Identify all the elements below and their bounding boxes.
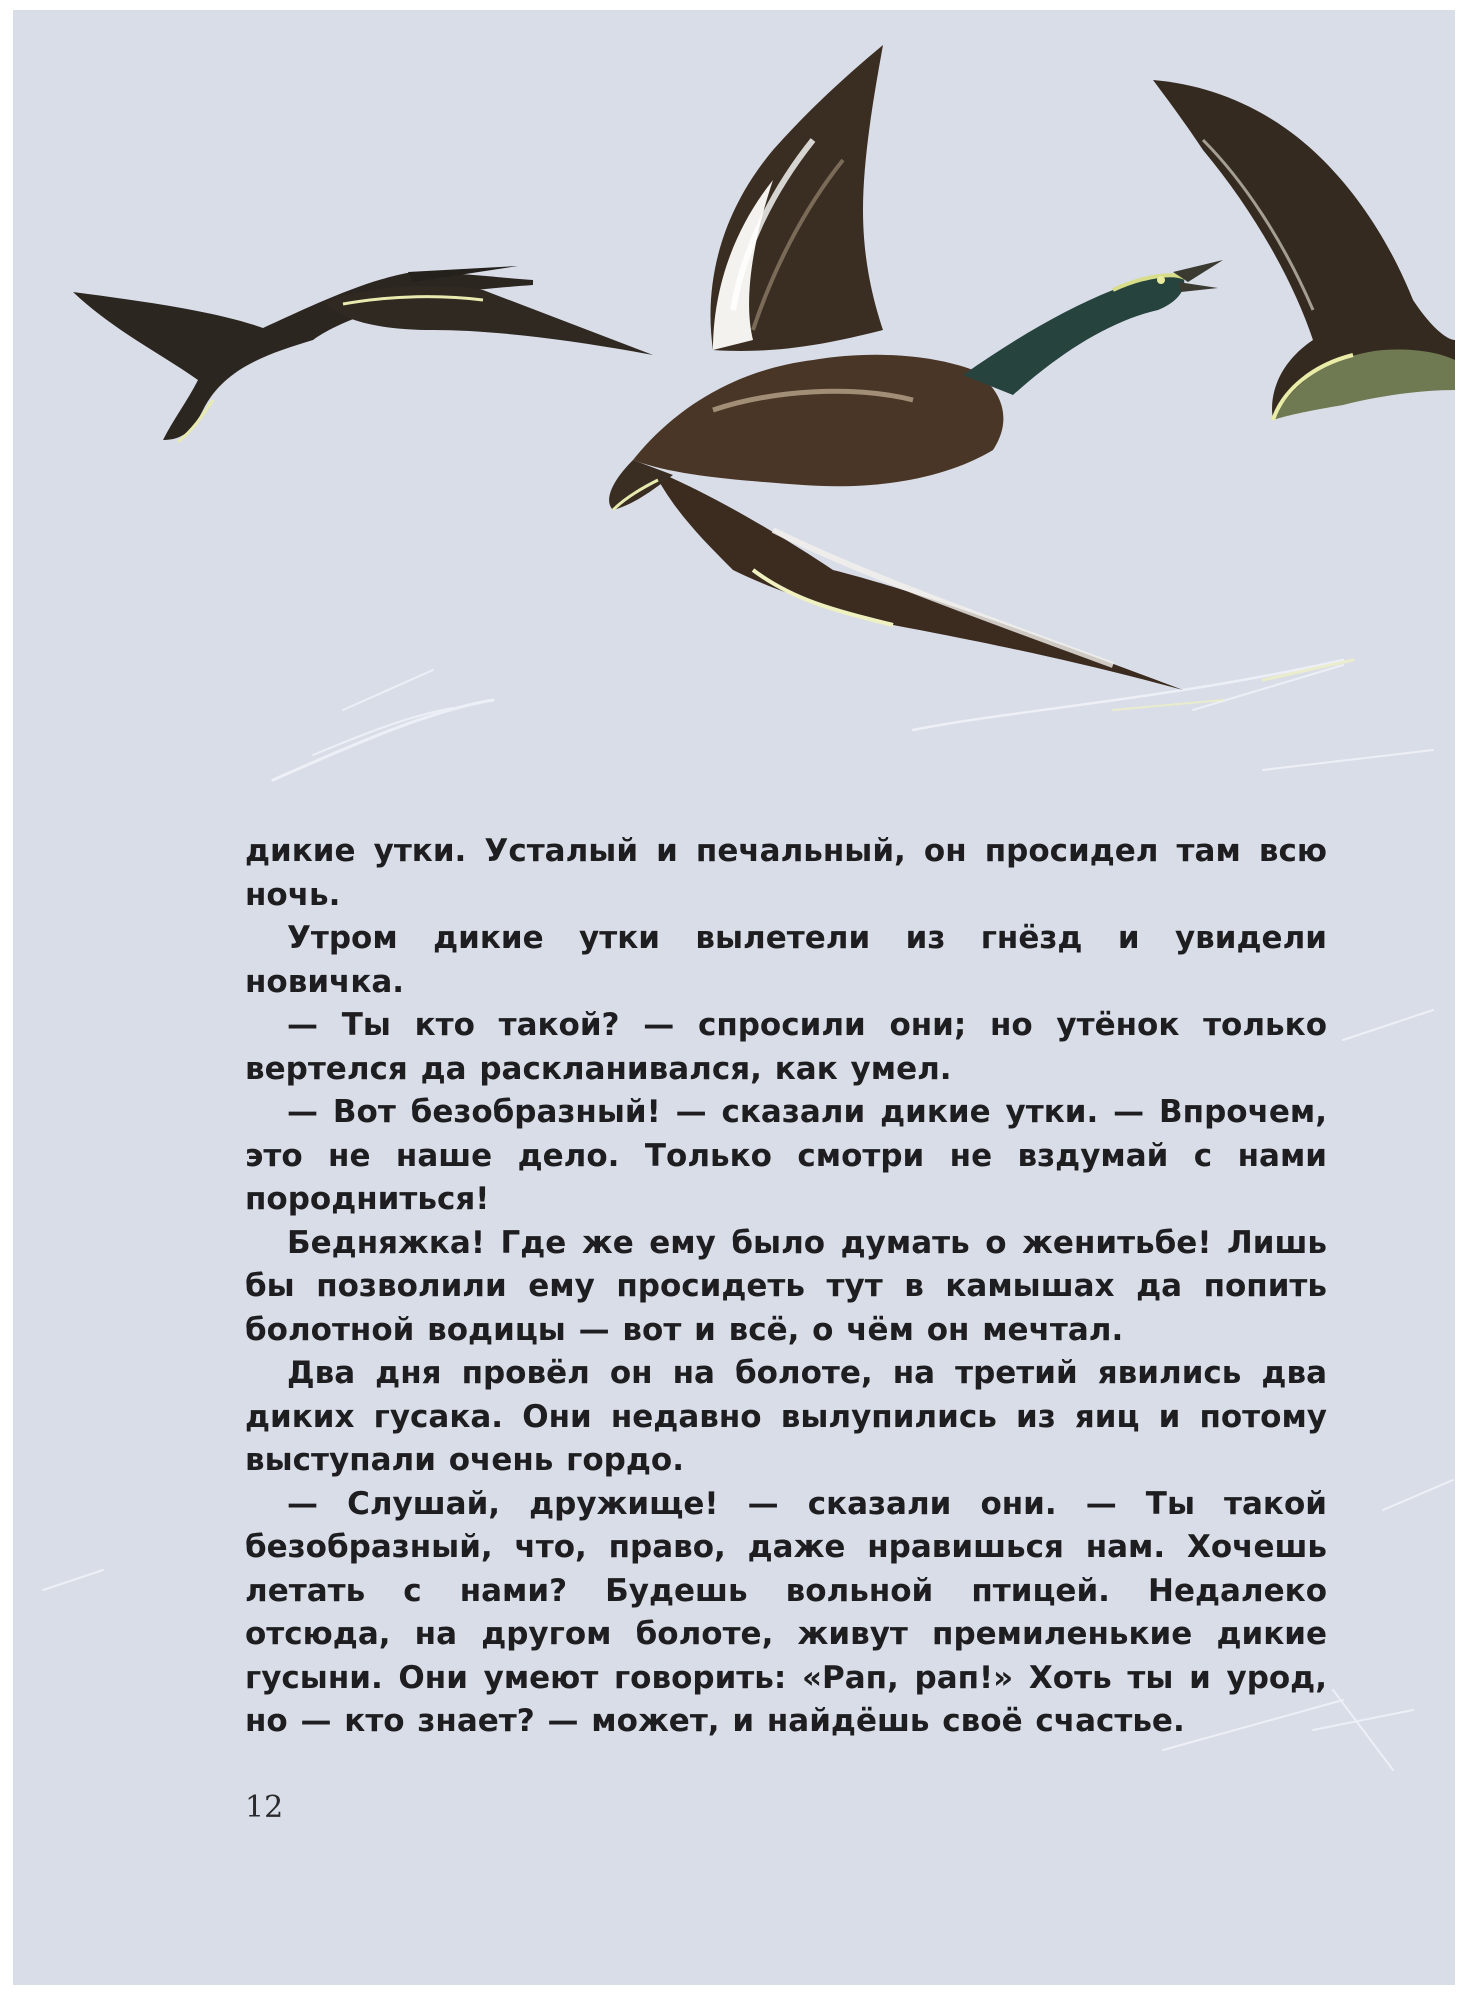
story-text: [245, 830, 1327, 1744]
center-duck-icon: [609, 45, 1223, 690]
paragraph: Два дня провёл он на болоте, на третий явились два диких гусака. Они недавно вылупились из яиц и потому выступали очень гордо.: [245, 1355, 1327, 1478]
left-bird-icon: [73, 266, 653, 442]
book-page: [13, 10, 1455, 1985]
paragraph: Утром дикие утки вылетели из гнёзд и увидели новичка.: [245, 920, 1327, 1000]
paragraph: — Слушай, дружище! — сказали они. — Ты такой безобразный, что, право, даже нравишься нам. Хочешь летать с нами? Будешь вольной птицей. Недалеко отсюда, на другом болоте, живут премиленькие дикие гусыни. Они умеют говорить: «Рап, рап!» Хоть ты и урод, но — кто знает? — может, и найдёшь своё счастье.: [245, 1485, 1327, 1739]
paragraph: — Ты кто такой? — спросили они; но утёнок только вертелся да раскланивался, как умел.: [245, 1007, 1327, 1087]
chalk-streaks-yellow: [1113, 660, 1353, 710]
right-bird-icon: [1153, 80, 1455, 420]
paragraph: Бедняжка! Где же ему было думать о женитьбе! Лишь бы позволили ему просидеть тут в камышах да попить болотной водицы — вот и всё, о чём он мечтал.: [245, 1224, 1327, 1348]
page-number: 12: [245, 1790, 284, 1825]
paragraph: дикие утки. Усталый и печальный, он просидел там всю ночь.: [245, 833, 1327, 913]
paragraph: — Вот безобразный! — сказали дикие утки. — Впрочем, это не наше дело. Только смотри не вздумай с нами породниться!: [245, 1094, 1327, 1217]
